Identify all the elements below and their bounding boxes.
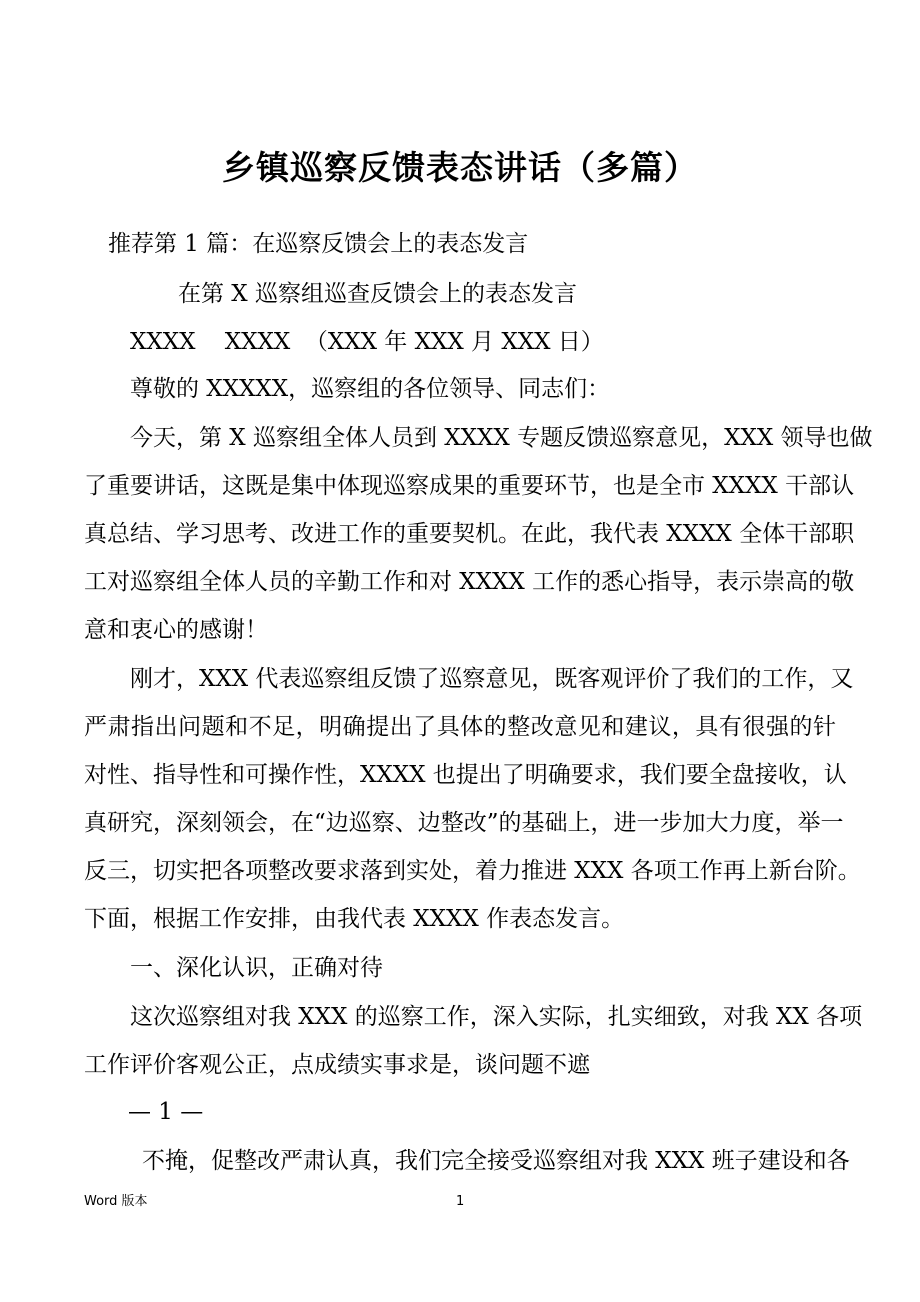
footer-word-version: Word 版本 <box>84 1194 148 1209</box>
paragraph-2-line: 真研究，深刻领会，在“边巡察、边整改”的基础上，进一步加大力度，举一 <box>84 810 844 836</box>
speech-title: 在第 X 巡察组巡查反馈会上的表态发言 <box>178 281 577 307</box>
recommend-subtitle: 推荐第 1 篇：在巡察反馈会上的表态发言 <box>108 231 529 257</box>
paragraph-1-line: 意和衷心的感谢！ <box>84 617 268 643</box>
byline: XXXX XXXX （XXX 年 XXX 月 XXX 日） <box>130 329 604 355</box>
continuation-line: 不掩，促整改严肃认真，我们完全接受巡察组对我 XXX 班子建设和各 <box>142 1148 850 1174</box>
paragraph-2-line: 严肃指出问题和不足，明确提出了具体的整改意见和建议，具有很强的针 <box>84 714 836 740</box>
salutation: 尊敬的 XXXXX，巡察组的各位领导、同志们： <box>130 376 611 402</box>
paragraph-2-line: 对性、指导性和可操作性，XXXX 也提出了明确要求，我们要全盘接收，认 <box>84 762 847 788</box>
paragraph-2-line: 刚才，XXX 代表巡察组反馈了巡察意见，既客观评价了我们的工作，又 <box>130 666 854 692</box>
paragraph-1-line: 今天，第 X 巡察组全体人员到 XXXX 专题反馈巡察意见，XXX 领导也做 <box>130 425 873 451</box>
paragraph-1-line: 真总结、学习思考、改进工作的重要契机。在此，我代表 XXXX 全体干部职 <box>84 521 855 547</box>
paragraph-2-line: 下面，根据工作安排，由我代表 XXXX 作表态发言。 <box>84 906 625 932</box>
section-heading-1: 一、深化认识，正确对待 <box>130 955 383 981</box>
paragraph-3-line: 这次巡察组对我 XXX 的巡察工作，深入实际，扎实细致，对我 XX 各项 <box>130 1004 863 1030</box>
page-marker: — 1 — <box>128 1099 204 1125</box>
footer-page-number: 1 <box>456 1194 465 1209</box>
paragraph-2-line: 反三，切实把各项整改要求落到实处，着力推进 XXX 各项工作再上新台阶。 <box>84 858 861 884</box>
document-title: 乡镇巡察反馈表态讲话（多篇） <box>222 148 698 187</box>
paragraph-1-line: 了重要讲话，这既是集中体现巡察成果的重要环节，也是全市 XXXX 干部认 <box>84 473 855 499</box>
paragraph-1-line: 工对巡察组全体人员的辛勤工作和对 XXXX 工作的悉心指导，表示崇高的敬 <box>84 569 855 595</box>
paragraph-3-line: 工作评价客观公正，点成绩实事求是，谈问题不遮 <box>84 1052 590 1078</box>
